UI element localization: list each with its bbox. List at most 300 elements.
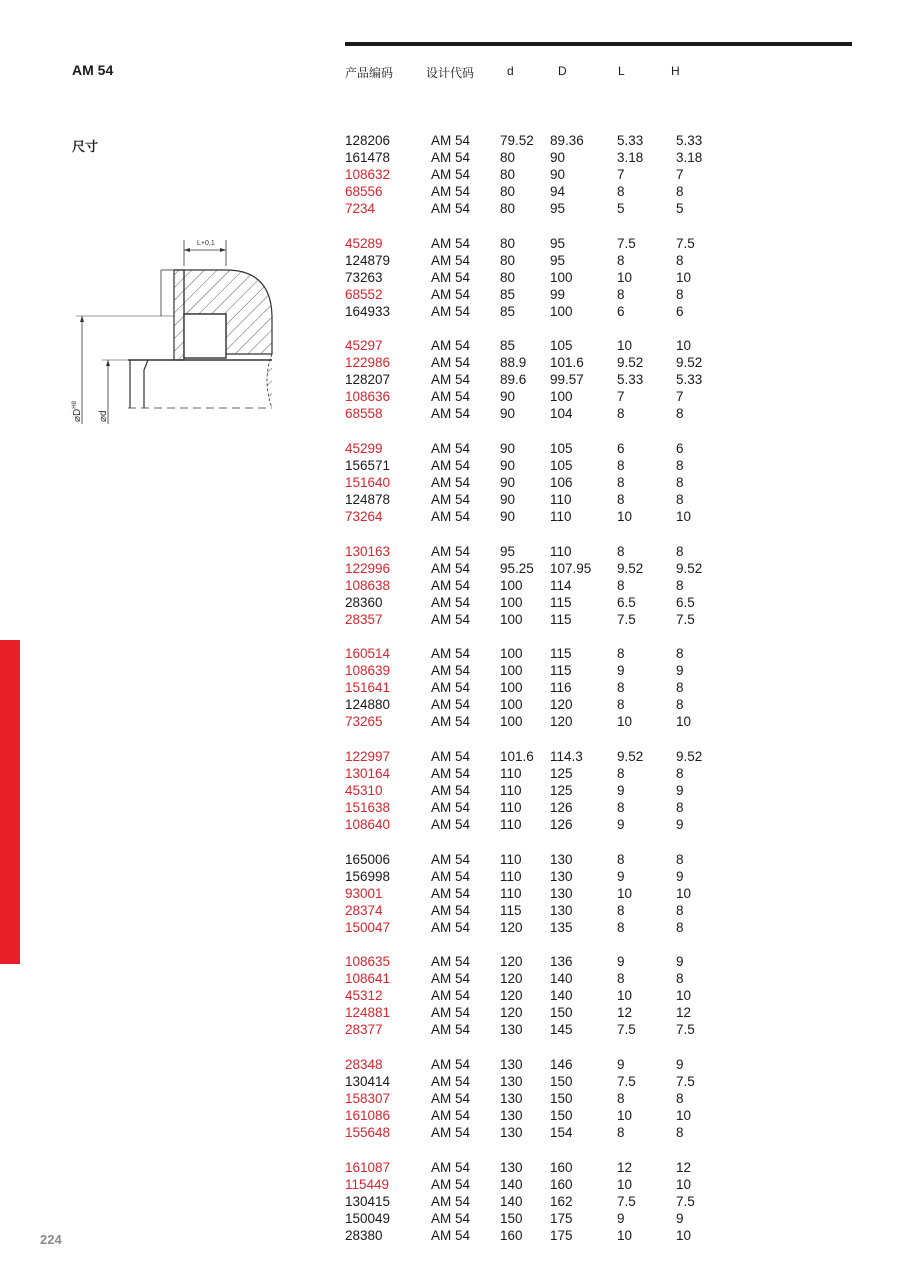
table-row: [0, 1004, 908, 1021]
cell-D: 175: [550, 1211, 573, 1227]
cell-design: AM 54: [431, 1211, 471, 1227]
cell-H: 9.52: [676, 749, 703, 764]
cell-H: 8: [676, 544, 684, 559]
cell-code: 128206: [345, 133, 391, 148]
cell-code: 128207: [345, 372, 391, 388]
cell-D: 95: [550, 253, 566, 269]
cell-L: 7.5: [617, 1194, 636, 1210]
cell-D: 95: [550, 236, 566, 251]
table-row: [0, 252, 908, 269]
cell-D: 130: [550, 869, 573, 885]
cell-H: 8: [676, 800, 684, 816]
cell-d: 110: [500, 886, 522, 902]
table-row: [0, 577, 908, 594]
cell-d: 85: [500, 304, 516, 320]
cell-code: 124878: [345, 492, 391, 508]
cell-d: 100: [500, 680, 523, 696]
table-row: [0, 1176, 908, 1193]
cell-design: AM 54: [431, 886, 471, 902]
cell-D: 126: [550, 800, 573, 816]
cell-D: 126: [550, 817, 573, 833]
table-row: [0, 405, 908, 422]
table-row: [0, 183, 908, 200]
cell-L: 10: [617, 988, 633, 1004]
cell-D: 114: [550, 578, 572, 594]
cell-d: 80: [500, 150, 516, 166]
cell-d: 85: [500, 338, 516, 353]
cell-L: 7.5: [617, 1022, 636, 1038]
cell-design: AM 54: [431, 954, 471, 969]
cell-design: AM 54: [431, 680, 471, 696]
cell-d: 90: [500, 441, 516, 456]
table-row: [0, 560, 908, 577]
cell-d: 80: [500, 167, 516, 183]
cell-D: 105: [550, 458, 573, 474]
cell-L: 8: [617, 253, 625, 269]
cell-L: 12: [617, 1005, 633, 1021]
header-L: L: [618, 64, 625, 78]
cell-L: 8: [617, 1091, 625, 1107]
cell-D: 120: [550, 697, 573, 713]
cell-H: 8: [676, 184, 684, 200]
cell-L: 8: [617, 971, 625, 987]
table-row: [0, 902, 908, 919]
cell-d: 120: [500, 920, 523, 936]
cell-D: 130: [550, 852, 573, 867]
cell-D: 115: [550, 595, 572, 611]
cell-d: 120: [500, 971, 523, 987]
cell-H: 9: [676, 869, 684, 885]
table-row: [0, 1159, 908, 1176]
cell-code: 45297: [345, 338, 383, 353]
cell-D: 160: [550, 1160, 573, 1175]
cell-H: 5.33: [676, 133, 703, 148]
table-row: [0, 851, 908, 868]
cell-L: 10: [617, 509, 633, 525]
cell-code: 28377: [345, 1022, 383, 1038]
cell-d: 90: [500, 492, 516, 508]
cell-design: AM 54: [431, 1228, 471, 1244]
cell-L: 6: [617, 304, 625, 320]
cell-d: 80: [500, 184, 516, 200]
table-row: [0, 919, 908, 936]
cell-D: 150: [550, 1005, 573, 1021]
cell-design: AM 54: [431, 1005, 471, 1021]
cell-D: 114.3: [550, 749, 583, 764]
cell-D: 150: [550, 1074, 573, 1090]
cell-code: 28374: [345, 903, 383, 919]
cell-code: 124881: [345, 1005, 391, 1021]
cell-L: 7.5: [617, 236, 636, 251]
cell-design: AM 54: [431, 1074, 471, 1090]
cell-design: AM 54: [431, 749, 471, 764]
cell-L: 9: [617, 1211, 625, 1227]
cell-d: 85: [500, 287, 516, 303]
cell-d: 150: [500, 1211, 523, 1227]
cell-D: 115: [550, 612, 572, 628]
cell-L: 7: [617, 167, 625, 183]
cell-H: 10: [676, 1108, 692, 1124]
cell-d: 110: [500, 869, 522, 885]
cell-D: 140: [550, 971, 573, 987]
cell-D: 175: [550, 1228, 573, 1244]
cell-D: 99: [550, 287, 566, 303]
cell-design: AM 54: [431, 475, 471, 491]
cell-code: 108641: [345, 971, 391, 987]
cell-L: 8: [617, 184, 625, 200]
cell-code: 7234: [345, 201, 376, 217]
cell-code: 130415: [345, 1194, 391, 1210]
cell-design: AM 54: [431, 1057, 471, 1072]
cell-design: AM 54: [431, 817, 471, 833]
cell-design: AM 54: [431, 561, 471, 577]
cell-design: AM 54: [431, 441, 471, 456]
cell-d: 110: [500, 766, 522, 782]
cell-H: 10: [676, 270, 692, 286]
cell-code: 28357: [345, 612, 383, 628]
table-row: [0, 970, 908, 987]
table-row: [0, 765, 908, 782]
cell-d: 130: [500, 1160, 523, 1175]
table-row: [0, 491, 908, 508]
cell-design: AM 54: [431, 236, 471, 251]
cell-code: 151640: [345, 475, 391, 491]
cell-H: 8: [676, 920, 684, 936]
cell-L: 9: [617, 783, 625, 799]
cell-d: 100: [500, 595, 523, 611]
cell-code: 45289: [345, 236, 383, 251]
cell-L: 8: [617, 920, 625, 936]
header-design: 设计代码: [426, 66, 475, 80]
cell-code: 130164: [345, 766, 391, 782]
cell-code: 156571: [345, 458, 391, 474]
cell-L: 10: [617, 1228, 633, 1244]
header-H: H: [671, 64, 680, 78]
cell-H: 9: [676, 1211, 684, 1227]
cell-code: 122986: [345, 355, 391, 371]
page-number: 224: [40, 1232, 62, 1247]
cell-d: 80: [500, 201, 516, 217]
table-row: [0, 457, 908, 474]
cell-L: 9: [617, 954, 625, 969]
cell-design: AM 54: [431, 184, 471, 200]
cell-d: 95: [500, 544, 516, 559]
cell-H: 8: [676, 903, 684, 919]
cell-D: 100: [550, 270, 573, 286]
cell-H: 7: [676, 167, 684, 183]
diagram-dia-D-label: ⌀D: [72, 408, 83, 422]
cell-H: 5.33: [676, 372, 703, 388]
table-row: [0, 1021, 908, 1038]
diagram-tol-label: L+0,1: [197, 240, 215, 247]
cell-H: 7.5: [676, 236, 695, 251]
cell-d: 160: [500, 1228, 523, 1244]
table-row: [0, 337, 908, 354]
cell-H: 8: [676, 406, 684, 422]
cell-code: 160514: [345, 646, 391, 661]
cell-code: 130414: [345, 1074, 391, 1090]
cell-H: 9.52: [676, 561, 703, 577]
cell-D: 135: [550, 920, 573, 936]
cell-d: 88.9: [500, 355, 527, 371]
cell-D: 94: [550, 184, 566, 200]
table-row: [0, 1124, 908, 1141]
cell-code: 115449: [345, 1177, 390, 1193]
cell-L: 8: [617, 578, 625, 594]
cell-D: 110: [550, 544, 572, 559]
cell-L: 8: [617, 492, 625, 508]
cell-d: 130: [500, 1091, 523, 1107]
cell-D: 136: [550, 954, 573, 969]
cell-L: 5.33: [617, 133, 644, 148]
cell-H: 9: [676, 1057, 684, 1072]
cell-H: 9: [676, 663, 684, 679]
cell-H: 9: [676, 954, 684, 969]
cell-design: AM 54: [431, 372, 471, 388]
cell-design: AM 54: [431, 492, 471, 508]
cell-H: 9: [676, 817, 684, 833]
cell-L: 8: [617, 458, 625, 474]
cell-design: AM 54: [431, 544, 471, 559]
cell-L: 3.18: [617, 150, 644, 166]
cell-design: AM 54: [431, 1091, 471, 1107]
cell-design: AM 54: [431, 1194, 471, 1210]
cell-H: 8: [676, 1091, 684, 1107]
cell-code: 73265: [345, 714, 383, 730]
cell-code: 161478: [345, 150, 391, 166]
cell-L: 10: [617, 1108, 633, 1124]
cell-design: AM 54: [431, 578, 471, 594]
cell-code: 165006: [345, 852, 391, 867]
table-row: [0, 953, 908, 970]
cell-H: 8: [676, 287, 684, 303]
cell-design: AM 54: [431, 612, 471, 628]
cell-L: 10: [617, 886, 633, 902]
table-row: [0, 1210, 908, 1227]
cell-H: 6.5: [676, 595, 695, 611]
cell-L: 8: [617, 903, 625, 919]
cell-H: 9: [676, 783, 684, 799]
cell-design: AM 54: [431, 1177, 471, 1193]
cell-L: 5.33: [617, 372, 644, 388]
table-row: [0, 200, 908, 217]
cell-code: 108636: [345, 389, 391, 405]
cell-design: AM 54: [431, 201, 471, 217]
table-row: [0, 816, 908, 833]
table-row: [0, 748, 908, 765]
table-row: [0, 696, 908, 713]
cell-code: 108640: [345, 817, 391, 833]
cell-d: 130: [500, 1125, 523, 1141]
cell-L: 8: [617, 544, 625, 559]
cell-H: 10: [676, 1228, 692, 1244]
cell-design: AM 54: [431, 458, 471, 474]
cell-D: 160: [550, 1177, 573, 1193]
cell-D: 140: [550, 988, 573, 1004]
cell-design: AM 54: [431, 903, 471, 919]
table-row: [0, 713, 908, 730]
cell-L: 8: [617, 680, 625, 696]
cell-L: 7: [617, 389, 625, 405]
cell-code: 150049: [345, 1211, 391, 1227]
cell-H: 8: [676, 253, 684, 269]
cell-d: 101.6: [500, 749, 534, 764]
top-rule: [345, 42, 852, 46]
cell-code: 68558: [345, 406, 383, 422]
cell-d: 100: [500, 612, 523, 628]
cell-L: 9.52: [617, 355, 644, 371]
cell-L: 9.52: [617, 749, 644, 764]
cell-design: AM 54: [431, 697, 471, 713]
cell-design: AM 54: [431, 338, 471, 353]
cell-design: AM 54: [431, 1108, 471, 1124]
table-row: [0, 799, 908, 816]
cell-L: 8: [617, 766, 625, 782]
table-row: [0, 1056, 908, 1073]
cell-code: 122997: [345, 749, 391, 764]
cell-design: AM 54: [431, 389, 471, 405]
cell-H: 10: [676, 886, 692, 902]
cell-L: 10: [617, 1177, 633, 1193]
table-row: [0, 440, 908, 457]
cell-code: 108635: [345, 954, 391, 969]
diagram-dia-d-label: ⌀d: [98, 410, 109, 422]
cell-d: 80: [500, 270, 516, 286]
cell-H: 10: [676, 714, 692, 730]
cell-L: 8: [617, 406, 625, 422]
cell-L: 9: [617, 1057, 625, 1072]
table-row: [0, 1073, 908, 1090]
cell-H: 8: [676, 458, 684, 474]
cell-H: 10: [676, 1177, 692, 1193]
cell-d: 120: [500, 1005, 523, 1021]
cell-design: AM 54: [431, 852, 471, 867]
cell-d: 89.6: [500, 372, 527, 388]
cell-H: 6: [676, 304, 684, 320]
cell-D: 145: [550, 1022, 573, 1038]
cell-L: 7.5: [617, 1074, 636, 1090]
cell-design: AM 54: [431, 920, 471, 936]
table-row: [0, 645, 908, 662]
cell-d: 79.52: [500, 133, 534, 148]
cell-L: 9.52: [617, 561, 644, 577]
cell-L: 8: [617, 287, 625, 303]
cell-H: 10: [676, 988, 692, 1004]
cell-d: 130: [500, 1108, 523, 1124]
cell-design: AM 54: [431, 646, 471, 661]
table-row: [0, 1107, 908, 1124]
header-d: d: [507, 64, 514, 78]
cell-code: 45310: [345, 783, 383, 799]
cell-code: 73264: [345, 509, 383, 525]
cell-D: 154: [550, 1125, 573, 1141]
cell-d: 110: [500, 800, 522, 816]
cell-D: 100: [550, 389, 573, 405]
cell-d: 90: [500, 406, 516, 422]
cell-H: 5: [676, 201, 684, 217]
cell-D: 110: [550, 492, 572, 508]
cell-L: 9: [617, 817, 625, 833]
cell-L: 10: [617, 714, 633, 730]
cell-code: 156998: [345, 869, 391, 885]
cell-H: 6: [676, 441, 684, 456]
cell-H: 7: [676, 389, 684, 405]
cell-d: 90: [500, 458, 516, 474]
table-row: [0, 166, 908, 183]
cell-d: 100: [500, 714, 523, 730]
table-row: [0, 885, 908, 902]
cell-code: 164933: [345, 304, 391, 320]
cell-design: AM 54: [431, 1022, 471, 1038]
cell-D: 130: [550, 886, 573, 902]
cell-H: 7.5: [676, 1022, 695, 1038]
table-row: [0, 269, 908, 286]
table-row: [0, 354, 908, 371]
cell-d: 90: [500, 389, 516, 405]
cell-D: 101.6: [550, 355, 584, 371]
cell-design: AM 54: [431, 800, 471, 816]
cell-D: 125: [550, 766, 573, 782]
cell-D: 99.57: [550, 372, 584, 388]
cell-d: 120: [500, 954, 523, 969]
cell-d: 80: [500, 253, 516, 269]
cell-design: AM 54: [431, 287, 471, 303]
cell-design: AM 54: [431, 133, 471, 148]
cell-L: 6: [617, 441, 625, 456]
cell-code: 130163: [345, 544, 391, 559]
cell-H: 10: [676, 338, 692, 353]
cell-code: 28348: [345, 1057, 383, 1072]
cell-H: 8: [676, 646, 684, 661]
table-row: [0, 543, 908, 560]
red-section-tab: [0, 640, 20, 964]
cell-code: 151641: [345, 680, 391, 696]
cell-D: 120: [550, 714, 573, 730]
cell-L: 12: [617, 1160, 633, 1175]
cell-code: 161086: [345, 1108, 391, 1124]
table-row: [0, 1193, 908, 1210]
cell-d: 110: [500, 852, 522, 867]
cell-D: 146: [550, 1057, 573, 1072]
table-row: [0, 987, 908, 1004]
cell-H: 3.18: [676, 150, 703, 166]
table-row: [0, 371, 908, 388]
table-row: [0, 868, 908, 885]
cell-D: 150: [550, 1091, 573, 1107]
cell-L: 8: [617, 1125, 625, 1141]
cell-D: 150: [550, 1108, 573, 1124]
cell-D: 90: [550, 167, 566, 183]
cell-D: 115: [550, 646, 572, 661]
cell-L: 9: [617, 869, 625, 885]
cell-D: 125: [550, 783, 573, 799]
table-row: [0, 1090, 908, 1107]
cell-D: 110: [550, 509, 572, 525]
cell-design: AM 54: [431, 595, 471, 611]
cell-d: 110: [500, 783, 522, 799]
cell-H: 8: [676, 971, 684, 987]
cell-design: AM 54: [431, 1160, 471, 1175]
table-row: [0, 286, 908, 303]
cell-D: 104: [550, 406, 573, 422]
cell-d: 100: [500, 697, 523, 713]
cell-D: 130: [550, 903, 573, 919]
cell-d: 110: [500, 817, 522, 833]
cell-design: AM 54: [431, 714, 471, 730]
cell-design: AM 54: [431, 766, 471, 782]
cell-design: AM 54: [431, 406, 471, 422]
cell-D: 89.36: [550, 133, 584, 148]
